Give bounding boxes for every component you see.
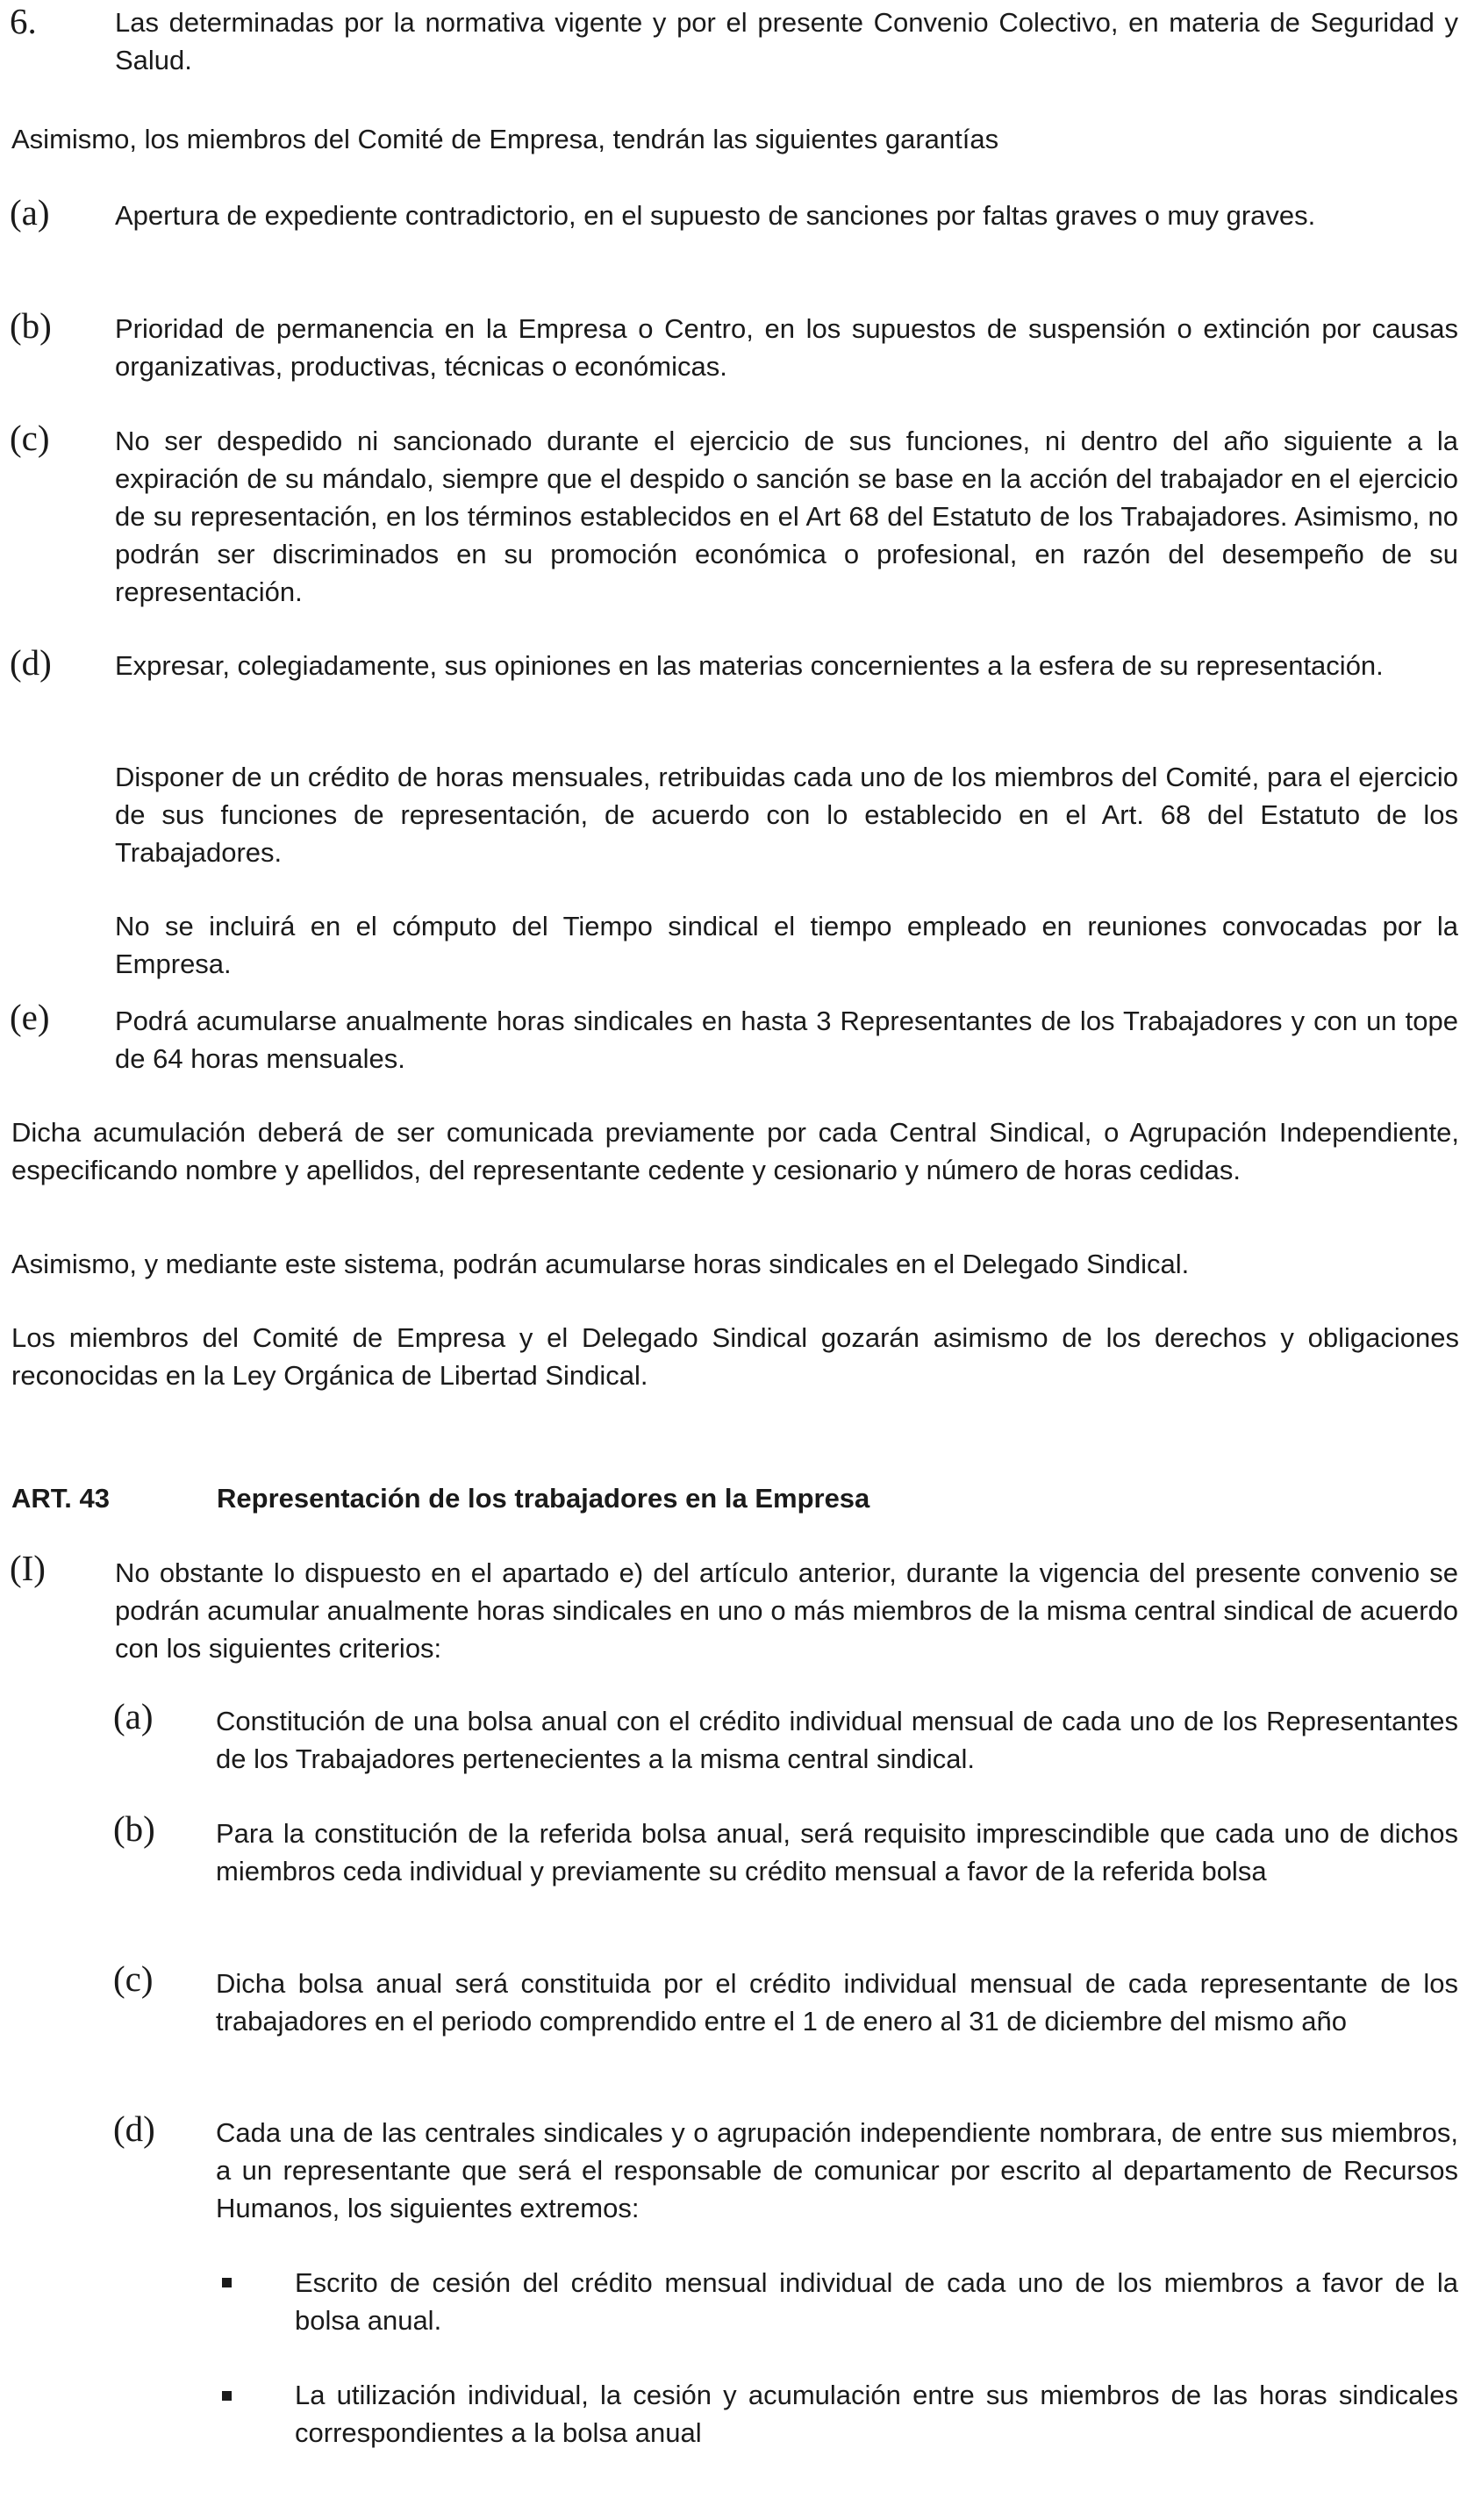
criterion-marker-a: (a) <box>113 1696 154 1736</box>
guarantee-c-text: No ser despedido ni sancionado durante el ejercicio de sus funciones, ni dentro del año siguiente a la expiración de su mándalo, siempre que el despido o sanción se base en la acción del trabajador en el ejercicio de su representación, en los términos establecidos en el Art 68 del Estatuto de los Trabajadores. Asimismo, no podrán ser discriminados en su promoción económica o profesional, en razón del desempeño de su representación. <box>115 426 1458 607</box>
paragraph-accumulation: Dicha acumulación deberá de ser comunicada previamente por cada Central Sindical, o Agrupación Independiente, especificando nombre y apellidos, del representante cedente y cesionario y número de horas cedidas. <box>11 1117 1459 1185</box>
section-I-text: No obstante lo dispuesto en el apartado e) del artículo anterior, durante la vigencia del presente convenio se podrán acumular anualmente horas sindicales en uno o más miembros de la misma central sindical de acuerdo con los siguientes criterios: <box>115 1557 1458 1664</box>
guarantee-marker-d: (d) <box>10 642 52 683</box>
criterion-marker-c: (c) <box>113 1958 154 1999</box>
criterion-b-text: Para la constitución de la referida bolsa anual, será requisito imprescindible que cada uno de dichos miembros ceda individual y previamente su crédito mensual a favor de la referida bolsa <box>216 1818 1458 1886</box>
guarantee-d-paragraph-2: No se incluirá en el cómputo del Tiempo sindical el tiempo empleado en reuniones convocadas por la Empresa. <box>115 911 1458 979</box>
guarantee-b-text: Prioridad de permanencia en la Empresa o Centro, en los supuestos de suspensión o extinción por causas organizativas, productivas, técnicas o económicas. <box>115 313 1458 382</box>
guarantee-marker-e: (e) <box>10 997 50 1037</box>
guarantee-e-text: Podrá acumularse anualmente horas sindicales en hasta 3 Representantes de los Trabajadores y con un tope de 64 horas mensuales. <box>115 1006 1458 1074</box>
guarantee-d-paragraph-1: Disponer de un crédito de horas mensuales, retribuidas cada uno de los miembros del Comité, para el ejercicio de sus funciones de representación, de acuerdo con lo establecido en el Art. 68 del Estatuto de los Trabajadores. <box>115 762 1458 868</box>
list-item-6-text: Las determinadas por la normativa vigente y por el presente Convenio Colectivo, en materia de Seguridad y Salud. <box>115 7 1458 75</box>
bullet-square-1 <box>222 2278 232 2287</box>
criterion-a-text: Constitución de una bolsa anual con el crédito individual mensual de cada uno de los Representantes de los Trabajadores pertenecientes a la misma central sindical. <box>216 1706 1458 1774</box>
guarantee-d-text: Expresar, colegiadamente, sus opiniones en las materias concernientes a la esfera de su representación. <box>115 650 1384 681</box>
bullet-item-2-text: La utilización individual, la cesión y acumulación entre sus miembros de las horas sindicales correspondientes a la bolsa anual <box>295 2380 1458 2448</box>
guarantee-marker-c: (c) <box>10 418 50 458</box>
criterion-c-text: Dicha bolsa anual será constituida por el crédito individual mensual de cada representante de los trabajadores en el periodo comprendido entre el 1 de enero al 31 de diciembre del mismo año <box>216 1968 1458 2037</box>
bullet-item-1-text: Escrito de cesión del crédito mensual individual de cada uno de los miembros a favor de la bolsa anual. <box>295 2267 1458 2336</box>
bullet-square-2 <box>222 2391 232 2401</box>
section-marker-I: (I) <box>10 1548 46 1588</box>
paragraph-delegado: Asimismo, y mediante este sistema, podrán acumularse horas sindicales en el Delegado Sindical. <box>11 1249 1190 1279</box>
article-title: Representación de los trabajadores en la Empresa <box>217 1483 870 1514</box>
paragraph-derechos: Los miembros del Comité de Empresa y el Delegado Sindical gozarán asimismo de los derechos y obligaciones reconocidas en la Ley Orgánica de Libertad Sindical. <box>11 1322 1459 1391</box>
guarantee-a-text: Apertura de expediente contradictorio, en el supuesto de sanciones por faltas graves o muy graves. <box>115 200 1316 231</box>
article-number: ART. 43 <box>11 1483 110 1514</box>
criterion-marker-d: (d) <box>113 2108 155 2149</box>
guarantees-intro: Asimismo, los miembros del Comité de Empresa, tendrán las siguientes garantías <box>11 124 999 154</box>
criterion-marker-b: (b) <box>113 1808 155 1849</box>
guarantee-marker-b: (b) <box>10 305 52 346</box>
list-marker-6: 6. <box>10 1 37 41</box>
criterion-d-text: Cada una de las centrales sindicales y o agrupación independiente nombrara, de entre sus miembros, a un representante que será el responsable de comunicar por escrito al departamento de Recursos Humanos, los siguientes extremos: <box>216 2117 1458 2223</box>
guarantee-marker-a: (a) <box>10 192 50 233</box>
